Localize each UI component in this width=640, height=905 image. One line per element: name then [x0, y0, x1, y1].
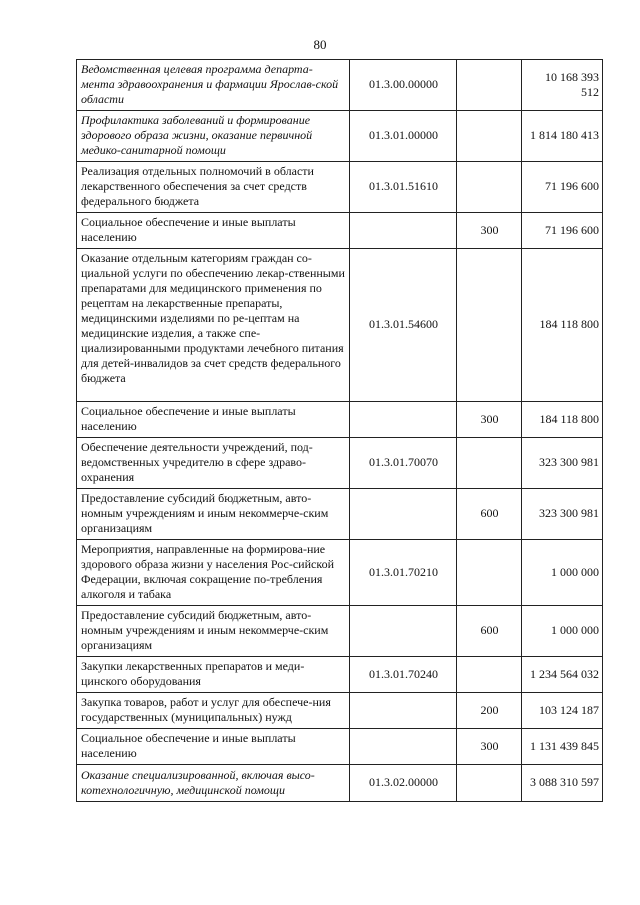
- row-name: Оказание специализированной, включая высо-котехнологичную, медицинской помощи: [77, 765, 350, 802]
- row-code: [350, 213, 457, 249]
- table-row: [77, 60, 603, 111]
- row-type: [457, 540, 522, 606]
- row-name: Оказание отдельным категориям граждан со-циальной услуги по обеспечению лекар-ственными препаратами для медицинского применения по рецептам на лекарственные препараты, медицинскими изделиями по ре-цептам на медицинские изделия, а также спе-циализированными продуктами лечебного питания для детей-инвалидов за счет средств федерального бюджета: [77, 249, 350, 402]
- row-code: 01.3.01.54600: [350, 249, 457, 402]
- row-name: Социальное обеспечение и иные выплаты населению: [77, 729, 350, 765]
- row-name: Закупка товаров, работ и услуг для обеспече-ния государственных (муниципальных) нужд: [77, 693, 350, 729]
- row-code: [350, 729, 457, 765]
- row-code: 01.3.01.51610: [350, 162, 457, 213]
- table-row: [77, 489, 603, 540]
- row-code: 01.3.02.00000: [350, 765, 457, 802]
- row-code: [350, 489, 457, 540]
- table-row: [77, 606, 603, 657]
- row-code: 01.3.01.70070: [350, 438, 457, 489]
- row-name: Социальное обеспечение и иные выплаты населению: [77, 213, 350, 249]
- page-number: 80: [313, 37, 327, 52]
- row-amount: 10 168 393 512: [522, 60, 603, 111]
- row-amount: 323 300 981: [522, 489, 603, 540]
- row-type: [457, 765, 522, 802]
- row-type: [457, 60, 522, 111]
- row-name: Реализация отдельных полномочий в области лекарственного обеспечения за счет средств федерального бюджета: [77, 162, 350, 213]
- row-amount: 1 131 439 845: [522, 729, 603, 765]
- row-type: [457, 162, 522, 213]
- budget-table: [76, 59, 603, 802]
- row-code: [350, 693, 457, 729]
- table-row: [77, 765, 603, 802]
- row-code: 01.3.00.00000: [350, 60, 457, 111]
- row-name: Предоставление субсидий бюджетным, авто-номным учреждениям и иным некоммерче-ским организациям: [77, 606, 350, 657]
- row-amount: 103 124 187: [522, 693, 603, 729]
- row-type: [457, 111, 522, 162]
- table-row: [77, 402, 603, 438]
- row-code: 01.3.01.70240: [350, 657, 457, 693]
- table-row: [77, 729, 603, 765]
- row-amount: 3 088 310 597: [522, 765, 603, 802]
- row-name: Мероприятия, направленные на формирова-ние здорового образа жизни у населения Рос-сийской Федерации, включая сокращение по-требления алкоголя и табака: [77, 540, 350, 606]
- row-type: 300: [457, 402, 522, 438]
- row-amount: 1 000 000: [522, 606, 603, 657]
- row-amount: 71 196 600: [522, 162, 603, 213]
- row-type: 600: [457, 606, 522, 657]
- row-name: Закупки лекарственных препаратов и меди-цинского оборудования: [77, 657, 350, 693]
- row-code: 01.3.01.70210: [350, 540, 457, 606]
- row-amount: 184 118 800: [522, 249, 603, 402]
- row-name: Обеспечение деятельности учреждений, под-ведомственных учредителю в сфере здраво-охранения: [77, 438, 350, 489]
- row-amount: 1 814 180 413: [522, 111, 603, 162]
- row-name: Социальное обеспечение и иные выплаты населению: [77, 402, 350, 438]
- row-amount: 1 234 564 032: [522, 657, 603, 693]
- table-row: [77, 540, 603, 606]
- row-amount: 71 196 600: [522, 213, 603, 249]
- table-row: [77, 213, 603, 249]
- table-row: [77, 693, 603, 729]
- row-name: Предоставление субсидий бюджетным, авто-номным учреждениям и иным некоммерче-ским организациям: [77, 489, 350, 540]
- row-type: [457, 438, 522, 489]
- table-row: [77, 438, 603, 489]
- row-code: [350, 606, 457, 657]
- row-type: 200: [457, 693, 522, 729]
- row-name: Ведомственная целевая программа департа-мента здравоохранения и фармации Ярослав-ской области: [77, 60, 350, 111]
- table-row: [77, 657, 603, 693]
- table-row: [77, 111, 603, 162]
- row-type: [457, 249, 522, 402]
- row-code: 01.3.01.00000: [350, 111, 457, 162]
- row-type: [457, 657, 522, 693]
- row-amount: 184 118 800: [522, 402, 603, 438]
- table-row: [77, 162, 603, 213]
- table-row: [77, 249, 603, 402]
- row-amount: 1 000 000: [522, 540, 603, 606]
- row-type: 300: [457, 213, 522, 249]
- row-type: 300: [457, 729, 522, 765]
- row-name: Профилактика заболеваний и формирование здорового образа жизни, оказание первичной медико-санитарной помощи: [77, 111, 350, 162]
- row-code: [350, 402, 457, 438]
- row-type: 600: [457, 489, 522, 540]
- row-amount: 323 300 981: [522, 438, 603, 489]
